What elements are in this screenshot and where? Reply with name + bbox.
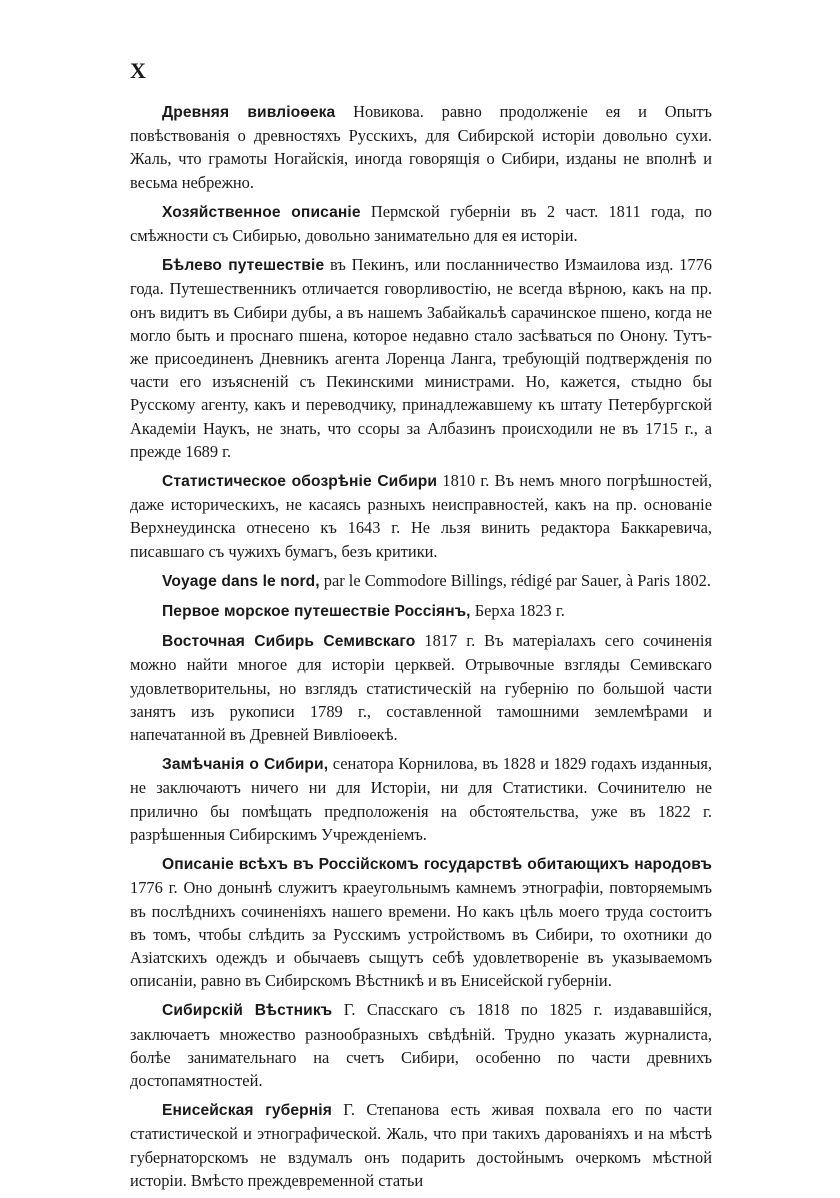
- entry-title: Сибирскій Вѣстникъ: [162, 1002, 333, 1020]
- entry-text: Г. Степанова есть живая похвала его по части статистической и этнографической. Жаль, что при такихъ дарованіяхъ и на мѣстѣ губернаторскомъ не вздумалъ онъ подарить достойнымъ очеркомъ мѣстной исторіи. Вмѣсто преждевременной статьи: [130, 1100, 712, 1190]
- entry-title: Бѣлево путешествіе: [162, 257, 325, 275]
- entry-text: Г. Спасскаго съ 1818 по 1825 г. издававшійся, заключаетъ множество разнообразныхъ свѣдѣній. Трудно указать журналиста, болѣе занимательнаго на счетъ Сибири, особенно по части древнихъ достопамятностей.: [130, 1000, 713, 1090]
- entry-text: 1810 г. Въ немъ много погрѣшностей, даже историческихъ, не касаясь разныхъ неисправностей, какъ на пр. основаніе Верхнеудинска отнесено къ 1643 г. Не льзя винить редактора Баккаревича, писавшаго съ чужихъ бумагъ, безъ критики.: [130, 471, 712, 561]
- entry-text: въ Пекинъ, или посланничество Измаилова изд. 1776 года. Путешественникъ отличается говорливостію, не всегда вѣрною, какъ на пр. онъ видитъ въ Сибири дубы, а въ нашемъ Забайкальѣ сарачинское пшено, когда не могло быть и проснаго пшена, которое недавно стало засѣваться по Онону. Тутъ-же присоединенъ Дневникъ агента Лоренца Ланга, требующій подтвержденія по части его изъясненій съ Пекинскими министрами. Но, кажется, стыдно бы Русскому агенту, какъ и переводчику, принадлежавшему къ штату Петербургской Академіи Наукъ, не знать, что ссоры за Албазинъ происходили не въ 1715 г., а прежде 1689 г.: [130, 255, 712, 461]
- entry-text: сенатора Корнилова, въ 1828 и 1829 годахъ изданныя, не заключаютъ ничего ни для Исторіи, ни для Статистики. Сочинителю не прилично бы помѣщать предположенія на обстоятельства, уже въ 1822 г. разрѣшенныя Сибирскимъ Учрежденіемъ.: [130, 754, 712, 844]
- entry-title: Хозяйственное описаніе: [162, 203, 361, 221]
- entry-title: Описаніе всѣхъ въ Россійскомъ государствѣ обитающихъ народовъ: [162, 856, 712, 874]
- entry-text: Берха 1823 г.: [470, 601, 565, 621]
- entry-title: Замѣчанія о Сибири,: [162, 756, 329, 774]
- entry-text: 1776 г. Оно донынѣ служитъ краеугольнымъ камнемъ этнографіи, повторяемымъ въ послѣднихъ сочиненіяхъ нашего времени. Но какъ цѣль моего труда состоитъ въ томъ, чтобы слѣдить за Русскимъ устройствомъ въ Сибири, то охотники до Азіатскихъ одеждъ и обычаевъ сыщутъ себѣ удовлетвореніе въ указываемомъ описаніи, равно въ Сибирскомъ Вѣстникѣ и въ Енисейской губерніи.: [130, 878, 712, 991]
- entry-text: Новикова. равно продолженіе ея и Опытъ повѣствованія о древностяхъ Русскихъ, для Сибирской исторіи довольно сухи. Жаль, что грамоты Ногайскія, иногда говорящія о Сибири, изданы не вполнѣ и весьма небрежно.: [130, 102, 712, 192]
- entry-khozyaystvennoe-opisanie: [130, 200, 712, 247]
- entry-eniseyskaya-guberniya: [130, 1098, 712, 1192]
- entry-title: Древняя вивліоѳека: [162, 104, 336, 121]
- page-number: X: [130, 58, 146, 83]
- entry-sibirskiy-vestnik: [130, 998, 712, 1092]
- entry-statisticheskoe-obozrenie: [130, 469, 712, 563]
- page-body: [130, 100, 712, 1198]
- entry-text: 1817 г. Въ матеріалахъ сего сочиненія можно найти многое для исторіи церквей. Отрывочные взгляды Семивскаго удовлетворительны, но взглядъ статистическій на губернію по большой части занятъ изъ рукописи 1789 г., составленной тамошними землемѣрами и напечатанной въ Древней Вивліоѳекѣ.: [130, 631, 712, 745]
- entry-title: Voyage dans le nord,: [162, 572, 320, 590]
- entry-zamechaniya-o-sibiri: [130, 752, 712, 846]
- entry-title: Статистическое обозрѣніе Сибири: [162, 473, 438, 491]
- entry-pervoe-morskoe-puteshestvie: [130, 599, 712, 623]
- entry-title: Первое морское путешествіе Россіянъ,: [162, 603, 471, 621]
- entry-voyage-dans-le-nord: [130, 569, 712, 593]
- entry-text: par le Commodore Billings, rédigé par Sauer, à Paris 1802.: [319, 570, 711, 590]
- entry-belevo-puteshestvie: [130, 253, 712, 463]
- entry-drevnyaya-vivliofika: [130, 100, 712, 194]
- entry-text: Пермской губерніи въ 2 част. 1811 года, по смѣжности съ Сибирью, довольно занимательно для ея исторіи.: [130, 201, 713, 246]
- entry-opisanie-narodov: [130, 852, 712, 992]
- entry-title: Енисейская губернія: [162, 1102, 332, 1120]
- entry-vostochnaya-sibir: [130, 629, 712, 746]
- entry-title: Восточная Сибирь Семивскаго: [162, 633, 416, 651]
